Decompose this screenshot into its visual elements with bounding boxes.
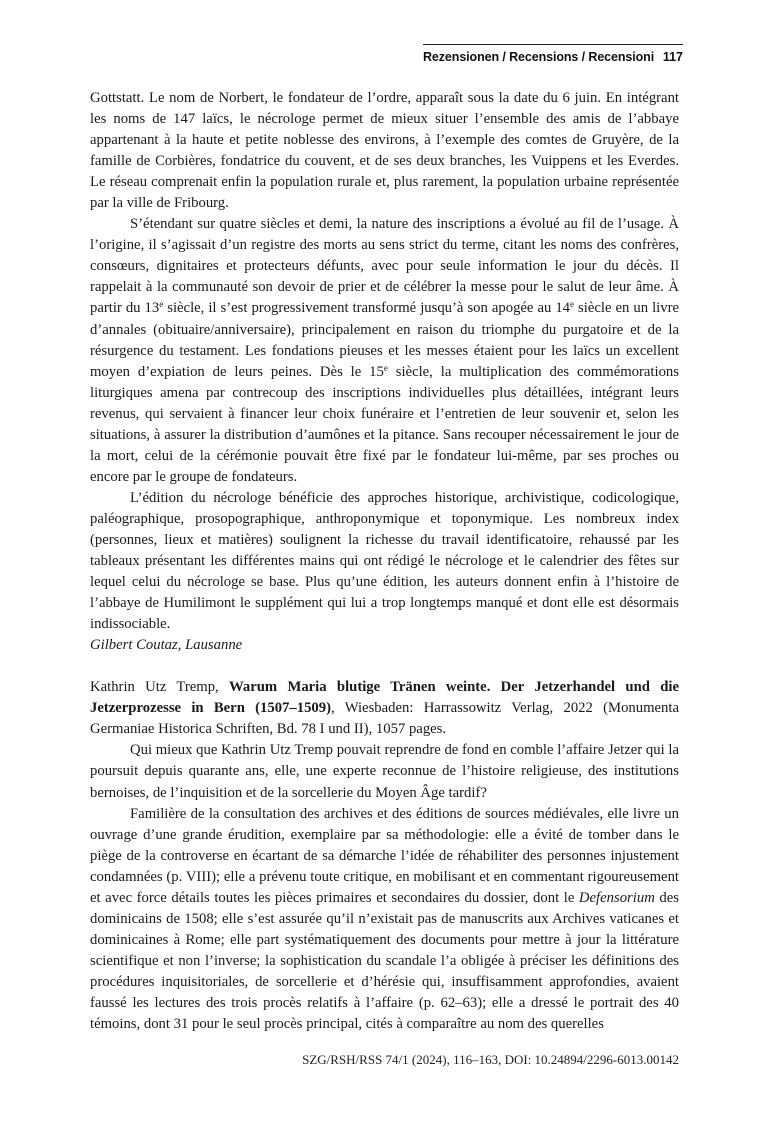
text-run: siècle en un livre d’annales (obituaire/anniversaire), principalement en raison du triomphe du purgatoire et de la résurgence du testament. Les fondations pieuses et les messes étaient pour les laïcs un excellent moyen d’expiation de leurs peines. Dès le 15 (90, 300, 679, 380)
text-run: S’étendant sur quatre siècles et demi, la nature des inscriptions a évolué au fil de l’usage. À l’origine, il s’agissait d’un registre des morts au sens strict du terme, citant les noms des confrères, consœurs, dignitaires et protecteurs défunts, avec pour seule information le jour du décès. Il rappelait à la communauté son devoir de prier et de célébrer la messe pour le salut de leur âme. À partir du 13 (90, 216, 679, 317)
bibliographic-reference (90, 677, 679, 740)
text-run: Familière de la consultation des archives et des éditions de sources médiévales, elle livre un ouvrage d’une grande érudition, exemplaire par sa méthodologie: elle a évité de tomber dans le piège de la controverse en écartant de sa démarche l’idée de réhabiliter des personnes injustement condamnées (p. VIII); elle a prévenu toute critique, en mobilisant et en commentant rigoureusement et avec force détails toutes les pièces primaires et secondaires du dossier, dont le (90, 805, 679, 906)
page-body (90, 88, 679, 1035)
running-header (423, 44, 683, 68)
superscript: e (159, 299, 164, 310)
paragraph: Gottstatt. Le nom de Norbert, le fondateur de l’ordre, apparaît sous la date du 6 juin. En intégrant les noms de 147 laïcs, le nécrologe permet de mieux situer l’ensemble des amis de l’abbaye appartenant à la haute et petite noblesse des environs, à l’exemple des comtes de Gruyère, de la famille de Corbières, fondatrice du couvent, et de ses deux branches, les Vuippens et les Everdes. Le réseau comprenait enfin la population rurale et, plus rarement, la population urbaine représentée par la ville de Fribourg. (90, 90, 679, 212)
review-utz-tremp (90, 677, 679, 1035)
page-number: 117 (662, 49, 683, 64)
paragraph: Qui mieux que Kathrin Utz Tremp pouvait reprendre de fond en comble l’affaire Jetzer qui la poursuit depuis quarante ans, elle, une experte reconnue de l’histoire religieuse, des institutions bernoises, de l’inquisition et de la sorcellerie du Moyen Âge tardif? (90, 742, 679, 801)
paragraph: L’édition du nécrologe bénéficie des approches historique, archivistique, codicologique, paléographique, prosopographique, anthroponymique et toponymique. Les nombreux index (personnes, lieux et matières) soulignent la richesse du travail identificatoire, rehaussé par les tableaux présentant les différentes mains qui ont rédigé le nécrologe et le calendrier des fêtes sur lequel celui du nécrologe se base. Plus qu’une édition, les auteurs donnent enfin à l’histoire de l’abbaye de Humilimont le supplément qui lui a trop longtemps manqué et dont elle est désormais indissociable. (90, 489, 679, 633)
publication-details: , Wiesbaden: Harrassowitz Verlag, 2022 (Monumenta Germaniae Historica Schriften, Bd. 78 I und II), 1057 pages. (90, 700, 679, 738)
superscript: e (383, 362, 388, 373)
paragraph (90, 214, 679, 488)
superscript: e (570, 299, 575, 310)
reviewer-signature: Gilbert Coutaz, Lausanne (90, 637, 243, 654)
journal-citation: SZG/RSH/RSS 74/1 (2024), 116–163, DOI: 10.24894/2296-6013.00142 (302, 1052, 679, 1067)
section-title: Rezensionen / Recensions / Recensioni (423, 49, 655, 64)
paragraph (90, 804, 679, 1036)
book-author: Kathrin Utz Tremp, (90, 679, 230, 696)
text-run: des dominicains de 1508; elle s’est assurée qu’il n’existait pas de manuscrits aux Archives vaticanes et dominicaines à Rome; elle part systématiquement des documents pour mettre à jour la littérature scientifique et non l’inverse; la sophistication du scandale l’a obligée à préciser les définitions des procédures inquisitoriales, de sorcellerie et d’hérésie qui, insuffisamment approfondies, avaient faussé les lectures des trois procès relatifs à l’affaire (p. 62–63); elle a dressé le portrait des 40 témoins, dont 31 pour le seul procès principal, cités à comparaître au nom des querelles (90, 889, 679, 1033)
book-title: Warum Maria blutige Tränen weinte. Der Jetzerhandel und die Jetzerprozesse in Bern (1507–1509) (90, 679, 679, 717)
text-run: siècle, il s’est progressivement transformé jusqu’à son apogée au 14 (163, 300, 571, 317)
review-coutaz (90, 88, 679, 656)
italic-title: Defensorium (578, 889, 655, 906)
text-run: siècle, la multiplication des commémorations liturgiques amena par contrecoup des inscriptions individuelles plus détaillées, intégrant leurs revenus, qui servaient à financer leur choix funéraire et l’entretien de leur souvenir et, selon les situations, à assurer la distribution d’aumônes et la pitance. Sans recouper nécessairement le jour de la mort, celui de la cérémonie pouvait être fixé par le fondateur lui-même, par ses proches ou encore par le groupe de fondateurs. (90, 363, 679, 485)
